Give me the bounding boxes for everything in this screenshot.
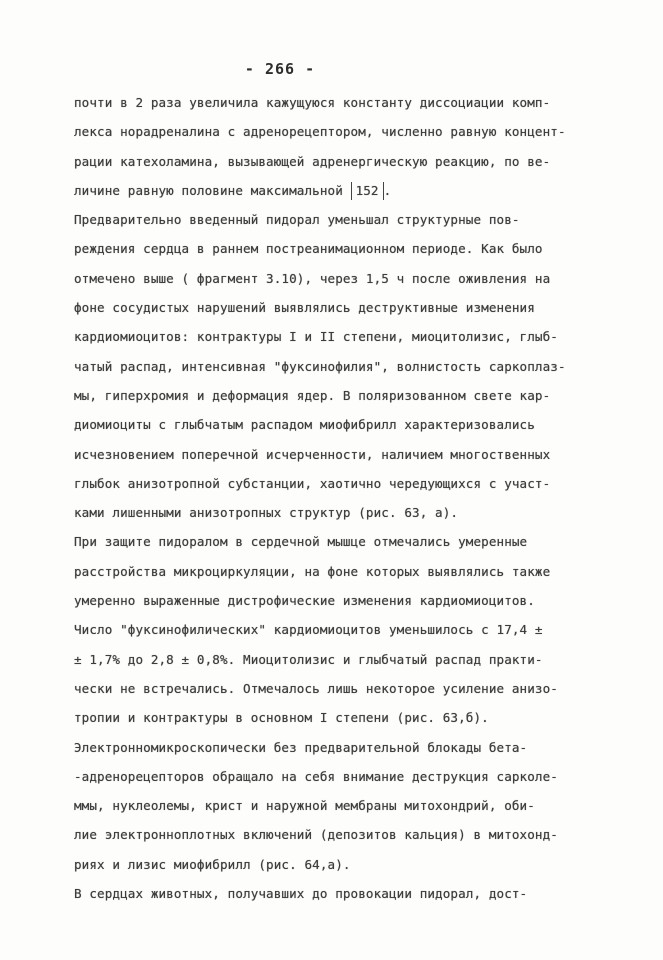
text-line: фоне сосудистых нарушений выявлялись деструктивные изменения — [74, 300, 535, 316]
page-number: - 266 - — [244, 60, 316, 78]
text-line: -адренорецепторов обращало на себя внимание деструкция сарколе- — [74, 768, 558, 784]
text-line: тропии и контрактуры в основном I степени (рис. 63,б). — [74, 710, 489, 726]
text-line: реждения сердца в раннем постреанимационном периоде. Как было — [74, 241, 543, 257]
text-line: исчезновением поперечной исчерченности, наличием многоственных — [74, 446, 551, 462]
text-line: лекса норадреналина с адренорецептором, численно равную концент- — [74, 124, 566, 140]
text-line: ± 1,7% до 2,8 ± 0,8%. Миоцитолизис и глыбчатый распад практи- — [74, 651, 543, 667]
citation-reference: 152 — [351, 182, 384, 200]
text-line: Предварительно введенный пидорал уменьшал структурные пов- — [74, 212, 520, 228]
text-line: риях и лизис миофибрилл (рис. 64,а). — [74, 856, 351, 872]
text-line: лие электронноплотных включений (депозитов кальция) в митохонд- — [74, 827, 558, 843]
text-line: чатый распад, интенсивная "фуксинофилия", волнистость саркоплаз- — [74, 358, 566, 374]
text-fragment: личине равную половине максимальной — [74, 182, 343, 198]
text-line: глыбок анизотропной субстанции, хаотично чередующихся с участ- — [74, 475, 551, 491]
text-line: расстройства микроциркуляции, на фоне которых выявлялись также — [74, 563, 551, 579]
body-text — [74, 88, 618, 908]
text-line: Число "фуксинофилических" кардиомиоцитов уменьшилось с 17,4 ± — [74, 622, 543, 638]
text-line — [74, 176, 618, 205]
text-line: чески не встречались. Отмечалось лишь некоторое усиление анизо- — [74, 680, 558, 696]
text-line: ками лишенными анизотропных структур (рис. 63, а). — [74, 505, 459, 521]
text-line: умеренно выраженные дистрофические изменения кардиомиоцитов. — [74, 593, 535, 609]
text-line: В сердцах животных, получавших до провокации пидорал, дост- — [74, 886, 528, 902]
text-line: кардиомиоцитов: контрактуры I и II степени, миоцитолизис, глыб- — [74, 329, 558, 345]
text-line: рации катехоламина, вызывающей адренергическую реакцию, по ве- — [74, 153, 551, 169]
text-line: отмечено выше ( фрагмент 3.10), через 1,5 ч после оживления на — [74, 270, 551, 286]
text-line: мы, гиперхромия и деформация ядер. В поляризованном свете кар- — [74, 387, 551, 403]
period: . — [383, 182, 392, 198]
text-line: ммы, нуклеолемы, крист и наружной мембраны митохондрий, оби- — [74, 798, 535, 814]
text-line: почти в 2 раза увеличила кажущуюся константу диссоциации комп- — [74, 95, 551, 110]
text-line: Электронномикроскопически без предварительной блокады бета- — [74, 739, 528, 755]
text-line: диомиоциты с глыбчатым распадом миофибрилл характеризовались — [74, 417, 535, 433]
text-line: При защите пидоралом в сердечной мышце отмечались умеренные — [74, 534, 528, 550]
